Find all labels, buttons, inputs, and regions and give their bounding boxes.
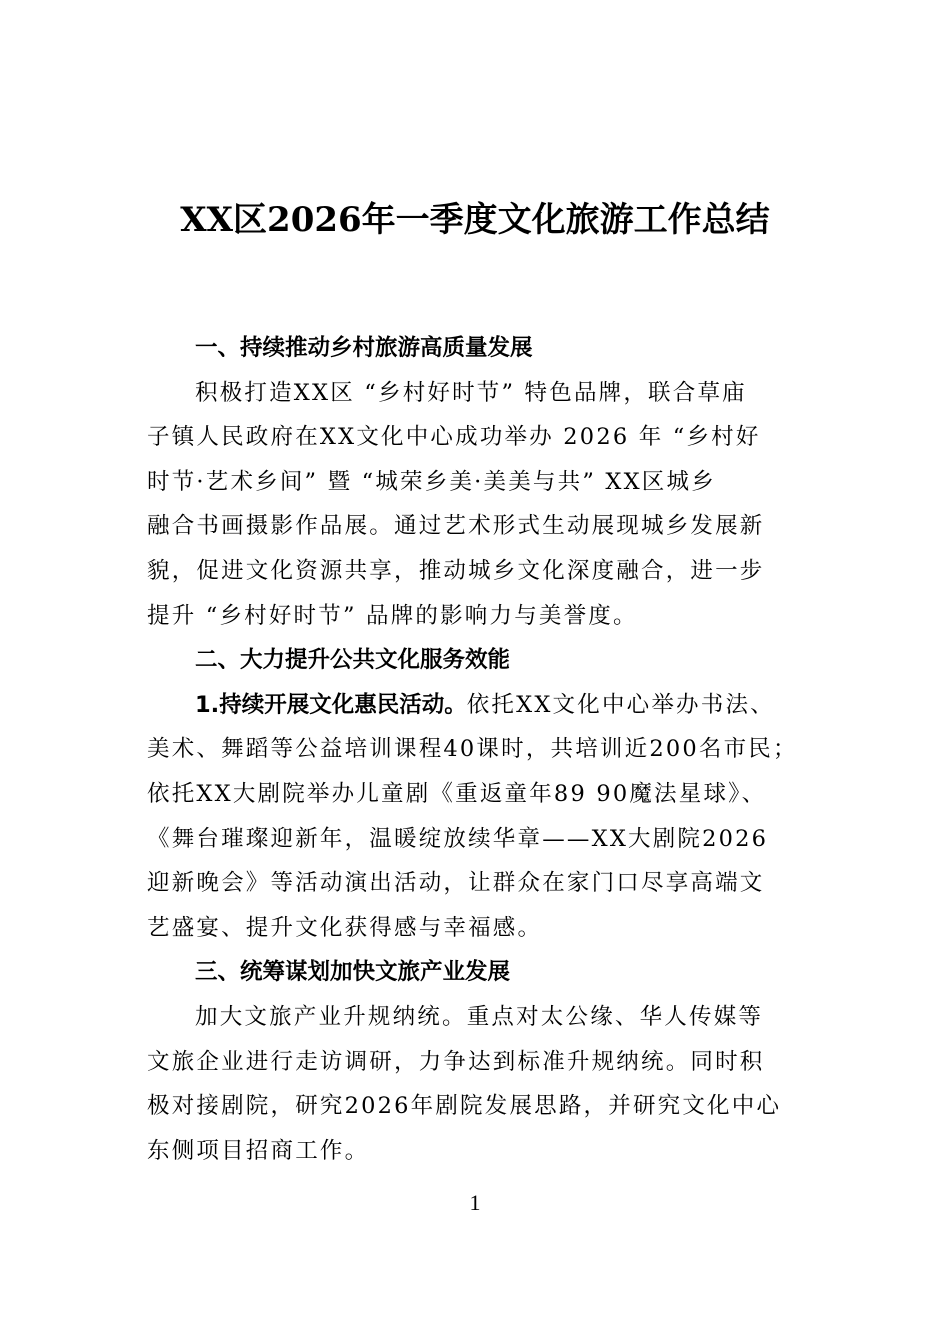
section-paragraph-2 <box>147 683 823 951</box>
paragraph-line: 积极打造XX区 “乡村好时节” 特色品牌，联合草庙 <box>195 379 747 406</box>
paragraph-line: 加大文旅产业升规纳统。重点对太公缘、华人传媒等 <box>195 1003 764 1030</box>
paragraph-line: 东侧项目招商工作。 <box>147 1137 370 1164</box>
page-number: 1 <box>469 1190 481 1215</box>
section-heading-3: 三、统筹谋划加快文旅产业发展 <box>195 959 511 986</box>
paragraph-line: 极对接剧院，研究2026年剧院发展思路，并研究文化中心 <box>147 1093 782 1120</box>
paragraph-line: 迎新晚会》等活动演出活动，让群众在家门口尽享高端文 <box>147 870 765 897</box>
paragraph-lead: 1.持续开展文化惠民活动。 <box>195 691 467 718</box>
paragraph-line: 《舞台璀璨迎新年，温暖绽放续华章——XX大剧院2026 <box>147 825 769 852</box>
document-body <box>147 326 823 1173</box>
paragraph-line: 依托XX大剧院举办儿童剧《重返童年89 90魔法星球》、 <box>147 780 767 807</box>
paragraph-line <box>147 683 823 728</box>
paragraph-line: 融合书画摄影作品展。通过艺术形式生动展现城乡发展新 <box>147 513 765 540</box>
section-heading-1: 一、持续推动乡村旅游高质量发展 <box>195 335 533 361</box>
paragraph-line: 艺盛宴、提升文化获得感与幸福感。 <box>147 914 543 941</box>
paragraph-line: 时节·艺术乡间” 暨 “城荣乡美·美美与共” XX区城乡 <box>147 468 716 495</box>
paragraph-line: 美术、舞蹈等公益培训课程40课时，共培训近200名市民； <box>147 736 798 763</box>
document-title: XX区2026年一季度文化旅游工作总结 <box>180 200 770 240</box>
paragraph-line: 文旅企业进行走访调研，力争达到标准升规纳统。同时积 <box>147 1048 765 1075</box>
section-paragraph-3 <box>147 995 823 1173</box>
section-heading-2: 二、大力提升公共文化服务效能 <box>195 647 511 674</box>
paragraph-line: 子镇人民政府在XX文化中心成功举办 2026 年 “乡村好 <box>147 424 761 451</box>
paragraph-line-text: 依托XX文化中心举办书法、 <box>466 691 775 718</box>
paragraph-line: 提升 “乡村好时节” 品牌的影响力与美誉度。 <box>147 602 638 629</box>
paragraph-line: 貌，促进文化资源共享，推动城乡文化深度融合，进一步 <box>147 557 765 584</box>
section-paragraph-1 <box>147 371 823 639</box>
